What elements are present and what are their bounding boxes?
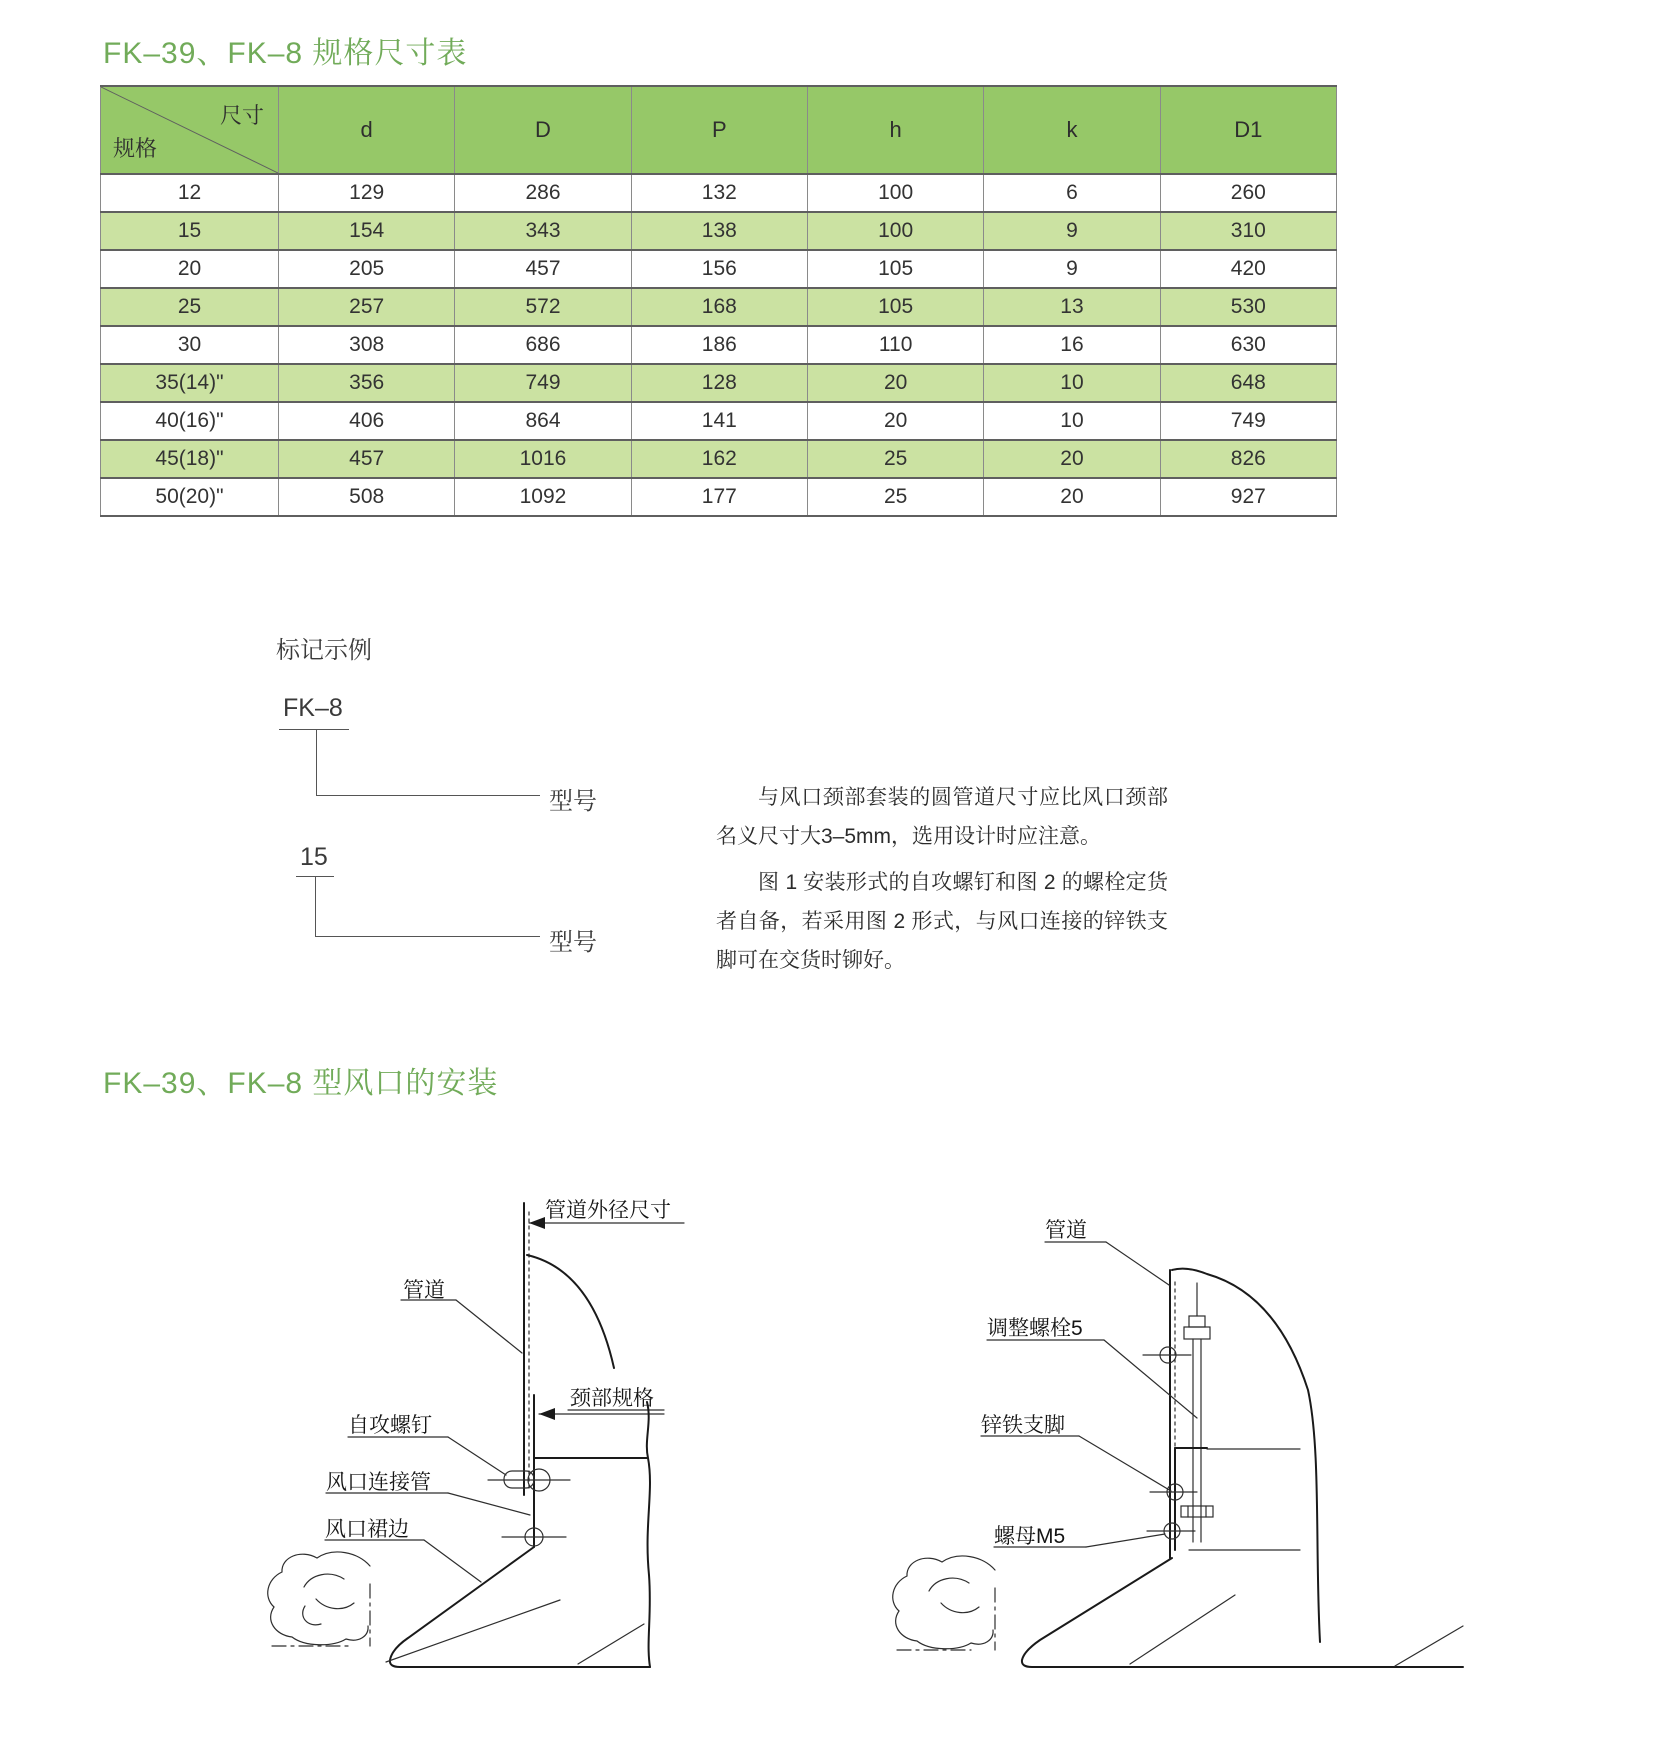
value-cell: 356 xyxy=(279,364,455,402)
marking-connector-line xyxy=(316,729,317,796)
value-cell: 100 xyxy=(807,174,983,212)
label-outlet-skirt: 风口裙边 xyxy=(325,1518,409,1541)
marking-example-heading: 标记示例 xyxy=(276,637,372,664)
value-cell: 6 xyxy=(984,174,1160,212)
col-header-D: D xyxy=(455,86,631,174)
spec-cell: 25 xyxy=(101,288,279,326)
value-cell: 9 xyxy=(984,212,1160,250)
value-cell: 20 xyxy=(807,402,983,440)
value-cell: 138 xyxy=(631,212,807,250)
corner-label-spec: 规格 xyxy=(113,136,158,161)
col-header-k: k xyxy=(984,86,1160,174)
value-cell: 420 xyxy=(1160,250,1336,288)
table-row xyxy=(101,440,1337,478)
value-cell: 129 xyxy=(279,174,455,212)
broken-section-blob xyxy=(268,1552,370,1646)
technical-drawing-2 xyxy=(875,1190,1485,1705)
section2-title: FK–39、FK–8 型风口的安装 xyxy=(103,1067,499,1100)
spec-table xyxy=(100,85,1337,517)
label-adjust-bolt: 调整螺栓5 xyxy=(987,1317,1083,1340)
value-cell: 749 xyxy=(1160,402,1336,440)
value-cell: 530 xyxy=(1160,288,1336,326)
value-cell: 100 xyxy=(807,212,983,250)
value-cell: 286 xyxy=(455,174,631,212)
label-duct-outer-dim: 管道外径尺寸 xyxy=(545,1199,671,1222)
value-cell: 25 xyxy=(807,440,983,478)
corner-label-size: 尺寸 xyxy=(219,103,264,128)
value-cell: 927 xyxy=(1160,478,1336,516)
value-cell: 343 xyxy=(455,212,631,250)
value-cell: 508 xyxy=(279,478,455,516)
value-cell: 826 xyxy=(1160,440,1336,478)
installation-diagram-1 xyxy=(248,1190,688,1705)
table-corner-cell xyxy=(101,86,279,174)
skirt-line-art xyxy=(1022,1558,1463,1667)
marking-code-model: FK–8 xyxy=(283,694,343,722)
value-cell: 10 xyxy=(984,402,1160,440)
table-row xyxy=(101,364,1337,402)
value-cell: 141 xyxy=(631,402,807,440)
value-cell: 156 xyxy=(631,250,807,288)
value-cell: 749 xyxy=(455,364,631,402)
section1-title: FK–39、FK–8 规格尺寸表 xyxy=(103,37,468,70)
value-cell: 105 xyxy=(807,288,983,326)
table-row xyxy=(101,212,1337,250)
table-header-row xyxy=(101,86,1337,174)
spec-cell: 12 xyxy=(101,174,279,212)
value-cell: 13 xyxy=(984,288,1160,326)
spec-cell: 30 xyxy=(101,326,279,364)
value-cell: 630 xyxy=(1160,326,1336,364)
label-nut-m5: 螺母M5 xyxy=(994,1525,1066,1548)
value-cell: 457 xyxy=(279,440,455,478)
table-row xyxy=(101,174,1337,212)
neck-line-art xyxy=(534,1395,664,1667)
note-paragraph-2: 图 1 安装形式的自攻螺钉和图 2 的螺栓定货者自备，若采用图 2 形式，与风口连接的锌铁支脚可在交货时铆好。 xyxy=(716,871,1168,972)
col-header-P: P xyxy=(631,86,807,174)
spec-cell: 15 xyxy=(101,212,279,250)
table-row xyxy=(101,402,1337,440)
marking-label-size: 型号 xyxy=(549,929,597,956)
col-header-D1: D1 xyxy=(1160,86,1336,174)
spec-cell: 45(18)" xyxy=(101,440,279,478)
col-header-h: h xyxy=(807,86,983,174)
table-row xyxy=(101,288,1337,326)
broken-section-blob xyxy=(893,1556,995,1650)
value-cell: 154 xyxy=(279,212,455,250)
table-row xyxy=(101,250,1337,288)
spec-cell: 50(20)" xyxy=(101,478,279,516)
value-cell: 9 xyxy=(984,250,1160,288)
value-cell: 310 xyxy=(1160,212,1336,250)
value-cell: 308 xyxy=(279,326,455,364)
value-cell: 20 xyxy=(807,364,983,402)
marking-connector-line xyxy=(315,936,540,937)
note-paragraph-1: 与风口颈部套装的圆管道尺寸应比风口颈部名义尺寸大3–5mm，选用设计时应注意。 xyxy=(716,786,1168,848)
value-cell: 864 xyxy=(455,402,631,440)
value-cell: 457 xyxy=(455,250,631,288)
value-cell: 186 xyxy=(631,326,807,364)
duct-line-art xyxy=(401,1203,684,1495)
value-cell: 132 xyxy=(631,174,807,212)
marking-label-model: 型号 xyxy=(549,788,597,815)
spec-cell: 40(16)" xyxy=(101,402,279,440)
table-row xyxy=(101,326,1337,364)
value-cell: 162 xyxy=(631,440,807,478)
label-neck-spec: 颈部规格 xyxy=(570,1387,654,1410)
value-cell: 16 xyxy=(984,326,1160,364)
value-cell: 20 xyxy=(984,440,1160,478)
value-cell: 25 xyxy=(807,478,983,516)
value-cell: 205 xyxy=(279,250,455,288)
value-cell: 260 xyxy=(1160,174,1336,212)
value-cell: 177 xyxy=(631,478,807,516)
marking-connector-line xyxy=(316,795,540,796)
value-cell: 110 xyxy=(807,326,983,364)
value-cell: 20 xyxy=(984,478,1160,516)
table-row xyxy=(101,478,1337,516)
value-cell: 10 xyxy=(984,364,1160,402)
label-zinc-iron-leg: 锌铁支脚 xyxy=(981,1414,1065,1437)
col-header-d: d xyxy=(279,86,455,174)
value-cell: 1016 xyxy=(455,440,631,478)
marking-connector-line xyxy=(315,876,316,937)
label-tapping-screw: 自攻螺钉 xyxy=(348,1414,432,1437)
value-cell: 1092 xyxy=(455,478,631,516)
value-cell: 648 xyxy=(1160,364,1336,402)
value-cell: 406 xyxy=(279,402,455,440)
label-duct: 管道 xyxy=(403,1279,445,1302)
spec-cell: 35(14)" xyxy=(101,364,279,402)
installation-diagram-2 xyxy=(875,1190,1485,1705)
value-cell: 686 xyxy=(455,326,631,364)
label-connecting-pipe: 风口连接管 xyxy=(326,1471,431,1494)
value-cell: 128 xyxy=(631,364,807,402)
value-cell: 257 xyxy=(279,288,455,326)
label-duct: 管道 xyxy=(1045,1219,1087,1242)
marking-code-size: 15 xyxy=(300,843,328,871)
notes-block xyxy=(716,778,1168,987)
skirt-line-art xyxy=(325,1540,650,1667)
duct-line-art xyxy=(1045,1242,1320,1642)
value-cell: 168 xyxy=(631,288,807,326)
technical-drawing-1 xyxy=(248,1190,688,1705)
spec-cell: 20 xyxy=(101,250,279,288)
marking-underline xyxy=(279,729,349,730)
value-cell: 572 xyxy=(455,288,631,326)
value-cell: 105 xyxy=(807,250,983,288)
